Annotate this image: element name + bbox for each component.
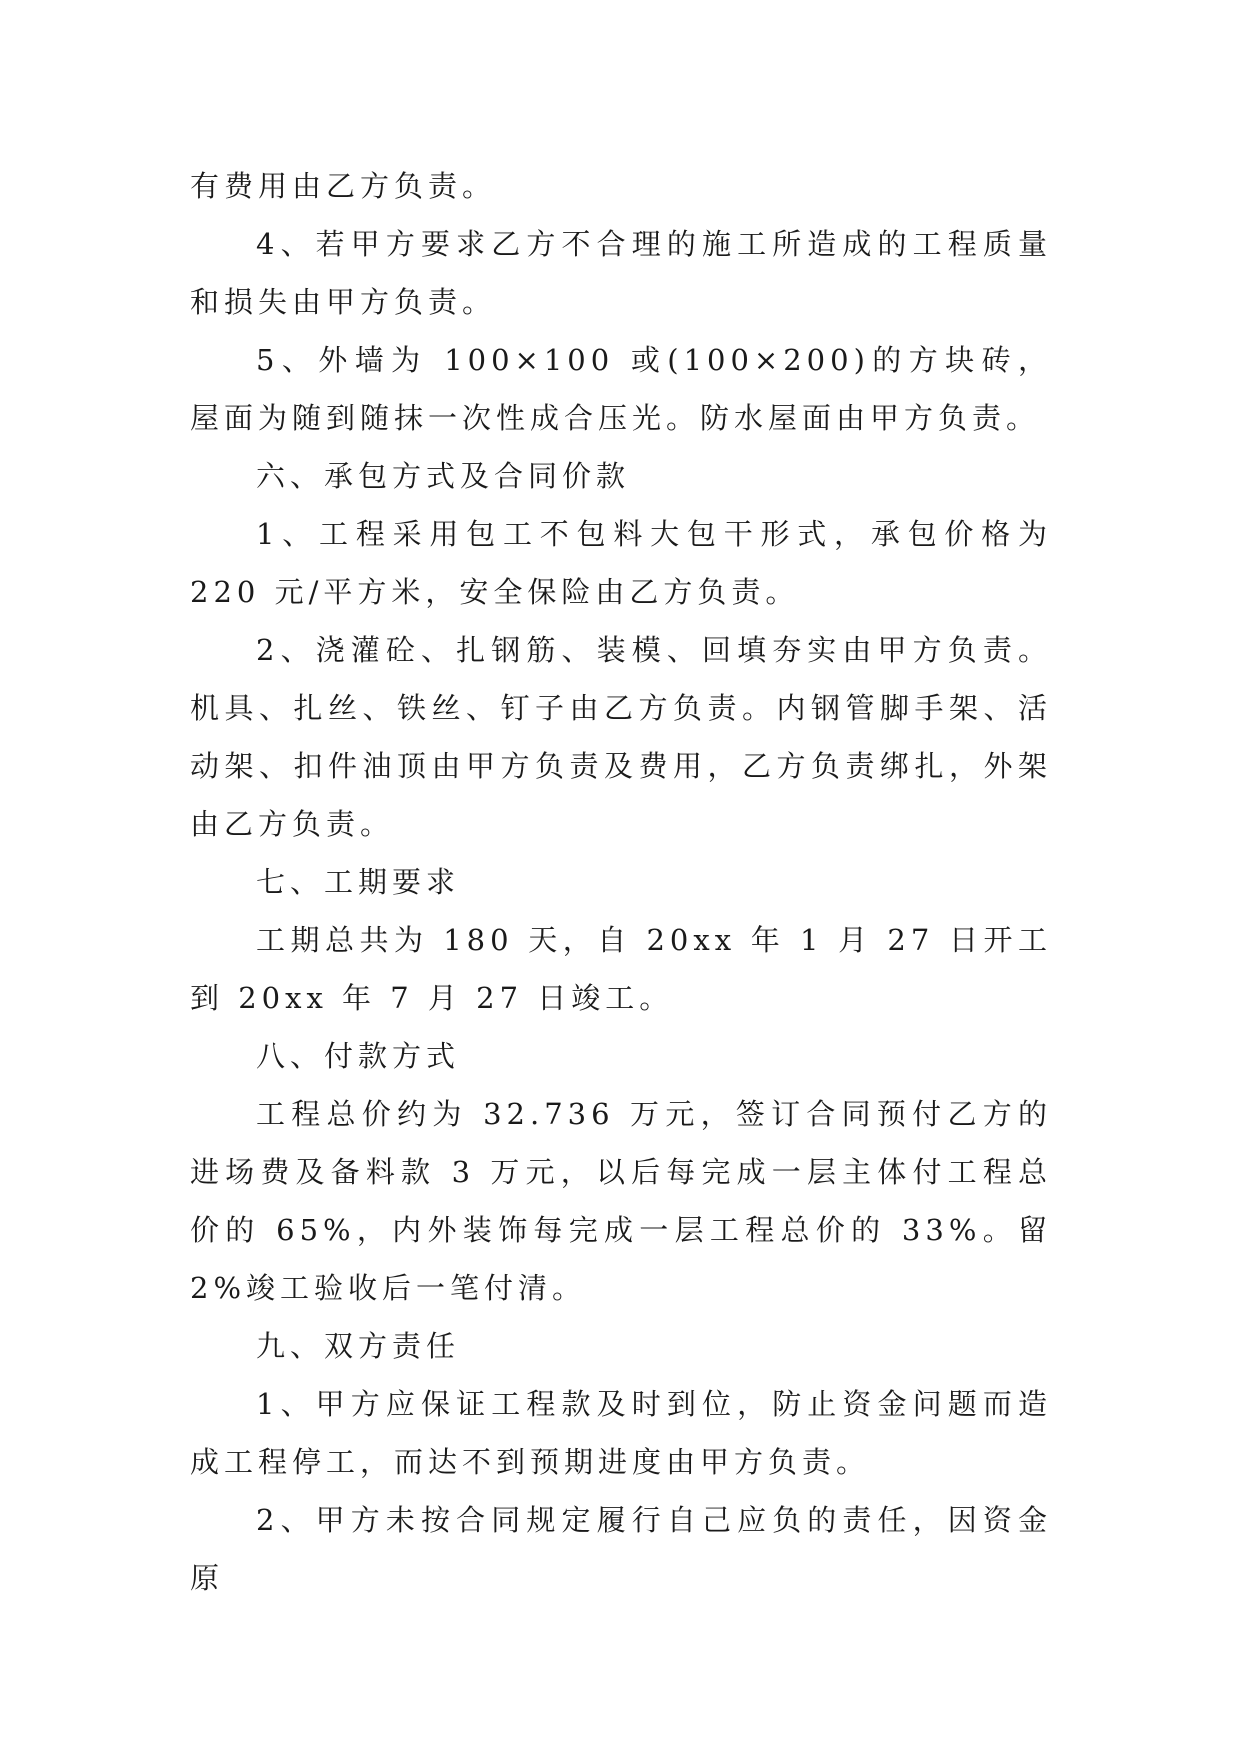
section-heading: 九、双方责任 xyxy=(256,1329,461,1363)
paragraph: 5、外墙为 100×100 或(100×200)的方块砖，屋面为随到随抹一次性成合压光。防水屋面由甲方负责。 xyxy=(190,343,1052,435)
paragraph: 1、工程采用包工不包料大包干形式，承包价格为 220 元/平方米，安全保险由乙方负责。 xyxy=(190,517,1052,609)
paragraph: 4、若甲方要求乙方不合理的施工所造成的工程质量和损失由甲方负责。 xyxy=(190,227,1052,319)
paragraph: 2、浇灌砼、扎钢筋、装模、回填夯实由甲方负责。机具、扎丝、铁丝、钉子由乙方负责。内钢管脚手架、活动架、扣件油顶由甲方负责及费用，乙方负责绑扎，外架由乙方负责。 xyxy=(190,633,1052,841)
paragraph: 工程总价约为 32.736 万元，签订合同预付乙方的进场费及备料款 3 万元，以后每完成一层主体付工程总价的 65%，内外装饰每完成一层工程总价的 33%。留 2%竣工验收后一笔付清。 xyxy=(190,1097,1052,1305)
section-heading: 七、工期要求 xyxy=(256,865,461,899)
document-body xyxy=(190,157,1052,1607)
section-heading: 六、承包方式及合同价款 xyxy=(256,459,631,493)
paragraph: 1、甲方应保证工程款及时到位，防止资金问题而造成工程停工，而达不到预期进度由甲方负责。 xyxy=(190,1387,1052,1479)
section-heading: 八、付款方式 xyxy=(256,1039,461,1073)
paragraph: 2、甲方未按合同规定履行自己应负的责任，因资金原 xyxy=(190,1503,1052,1595)
paragraph: 工期总共为 180 天，自 20xx 年 1 月 27 日开工到 20xx 年 7 月 27 日竣工。 xyxy=(190,923,1052,1015)
paragraph: 有费用由乙方负责。 xyxy=(190,169,497,203)
